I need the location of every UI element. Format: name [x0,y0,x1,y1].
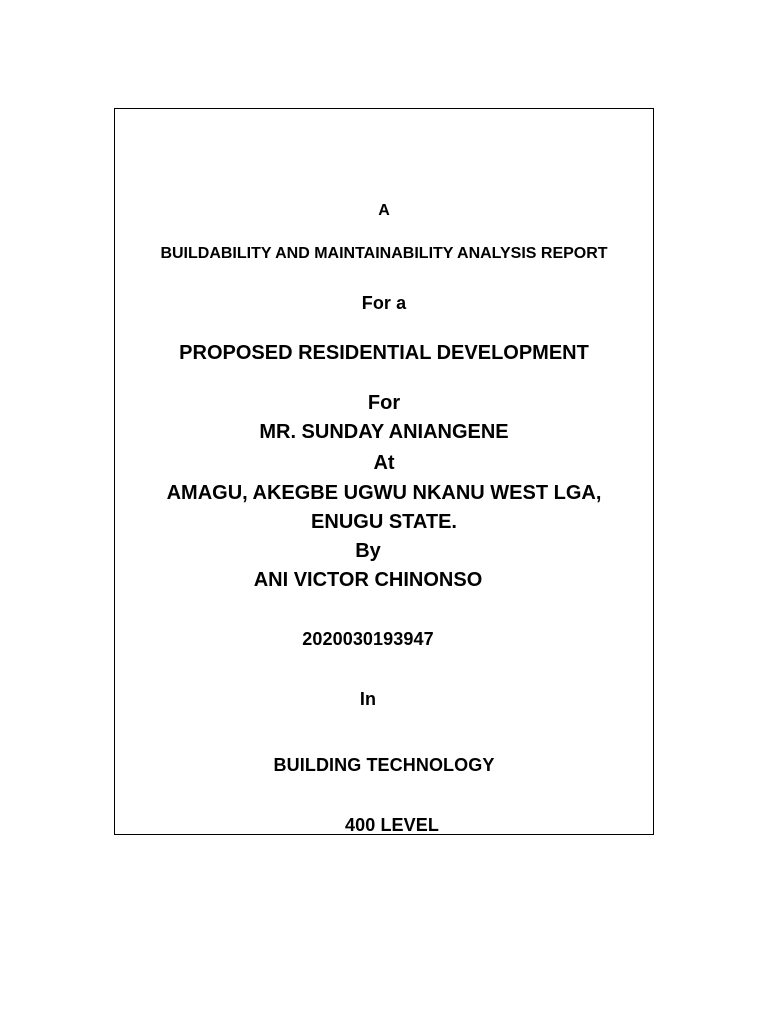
registration-number: 2020030193947 [302,629,434,649]
in-label: In [359,689,377,709]
for-label: For [367,392,401,414]
author-name: ANI VICTOR CHINONSO [253,569,483,591]
department: BUILDING TECHNOLOGY [273,755,495,775]
client-name: MR. SUNDAY ANIANGENE [259,421,509,443]
project-title: PROPOSED RESIDENTIAL DEVELOPMENT [179,342,589,364]
level: 400 LEVEL [345,815,439,835]
at-label: At [373,452,395,474]
for-a-label: For a [361,293,407,313]
by-label: By [355,540,381,562]
article-a: A [378,202,390,219]
location-line-2: ENUGU STATE. [311,511,457,533]
location-line-1: AMAGU, AKEGBE UGWU NKANU WEST LGA, [166,482,602,504]
report-title: BUILDABILITY AND MAINTAINABILITY ANALYSIS REPORT [160,245,608,262]
